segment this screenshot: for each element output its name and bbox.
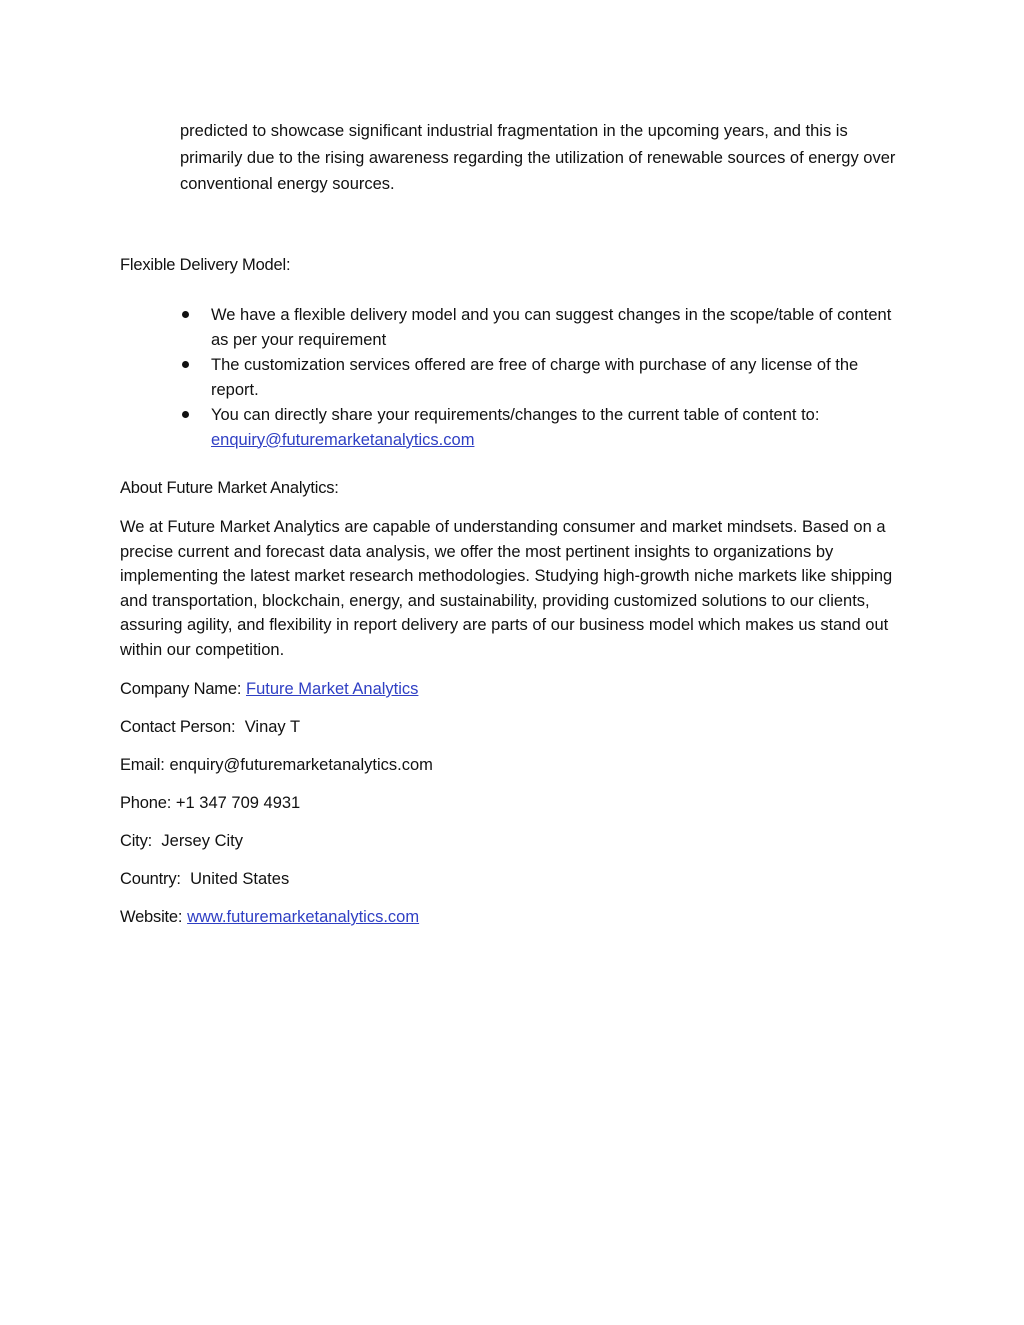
company-name-line xyxy=(120,678,418,700)
separator: : xyxy=(236,680,242,698)
list-item xyxy=(180,403,900,452)
list-item xyxy=(180,353,900,402)
contact-person-label: Contact Person xyxy=(120,718,231,736)
country-line xyxy=(120,868,289,890)
bullet-icon xyxy=(182,361,189,368)
about-heading: About Future Market Analytics: xyxy=(120,479,339,497)
website-link[interactable]: www.futuremarketanalytics.com xyxy=(187,908,420,926)
flexible-delivery-list xyxy=(180,303,900,453)
contact-person-value: Vinay T xyxy=(235,718,301,736)
intro-paragraph: predicted to showcase significant industrial fragmentation in the upcoming years, and this is primarily due to the rising awareness regarding the utilization of renewable sources of energy over conventional energy sources. xyxy=(180,122,896,193)
about-paragraph: We at Future Market Analytics are capable of understanding consumer and market mindsets. Based on a precise current and forecast data analysis, we offer the most pertinent insights to organizations by implementing the latest market research methodologies. Studying high-growth niche markets like shipping and transportation, blockchain, energy, and sustainability, providing customized solutions to our clients, assuring agility, and flexibility in report delivery are parts of our business model which makes us stand out within our competition. xyxy=(120,518,893,659)
separator: : xyxy=(176,870,181,888)
separator: : xyxy=(160,756,165,774)
email-label: Email xyxy=(120,756,161,774)
email-value: enquiry@futuremarketanalytics.com xyxy=(164,756,433,774)
country-label: Country xyxy=(120,870,177,888)
bullet-text: You can directly share your requirements/changes to the current table of content to: xyxy=(211,406,820,424)
bullet-text: The customization services offered are free of charge with purchase of any license of the report. xyxy=(211,356,859,399)
city-line xyxy=(120,830,243,852)
bullet-icon xyxy=(182,411,189,418)
city-label: City xyxy=(120,832,148,850)
city-value: Jersey City xyxy=(152,832,243,850)
company-name-link[interactable]: Future Market Analytics xyxy=(246,680,419,698)
separator: : xyxy=(230,718,236,736)
phone-line xyxy=(120,792,300,814)
bullet-text: We have a flexible delivery model and you can suggest changes in the scope/table of content as per your requirement xyxy=(211,306,892,349)
country-value: United States xyxy=(180,870,290,888)
separator: : xyxy=(147,832,153,850)
company-name-label: Company Name xyxy=(120,680,237,698)
bullet-icon xyxy=(182,311,189,318)
separator: : xyxy=(166,794,172,812)
flexible-delivery-heading: Flexible Delivery Model: xyxy=(120,256,291,274)
separator: : xyxy=(177,908,183,926)
email-line xyxy=(120,754,433,776)
list-item xyxy=(180,303,900,352)
phone-value: +1 347 709 4931 xyxy=(171,794,301,812)
enquiry-email-link[interactable]: enquiry@futuremarketanalytics.com xyxy=(211,430,475,449)
website-label: Website xyxy=(120,908,178,926)
phone-label: Phone xyxy=(120,794,167,812)
contact-person-line xyxy=(120,716,300,738)
website-line xyxy=(120,906,419,928)
